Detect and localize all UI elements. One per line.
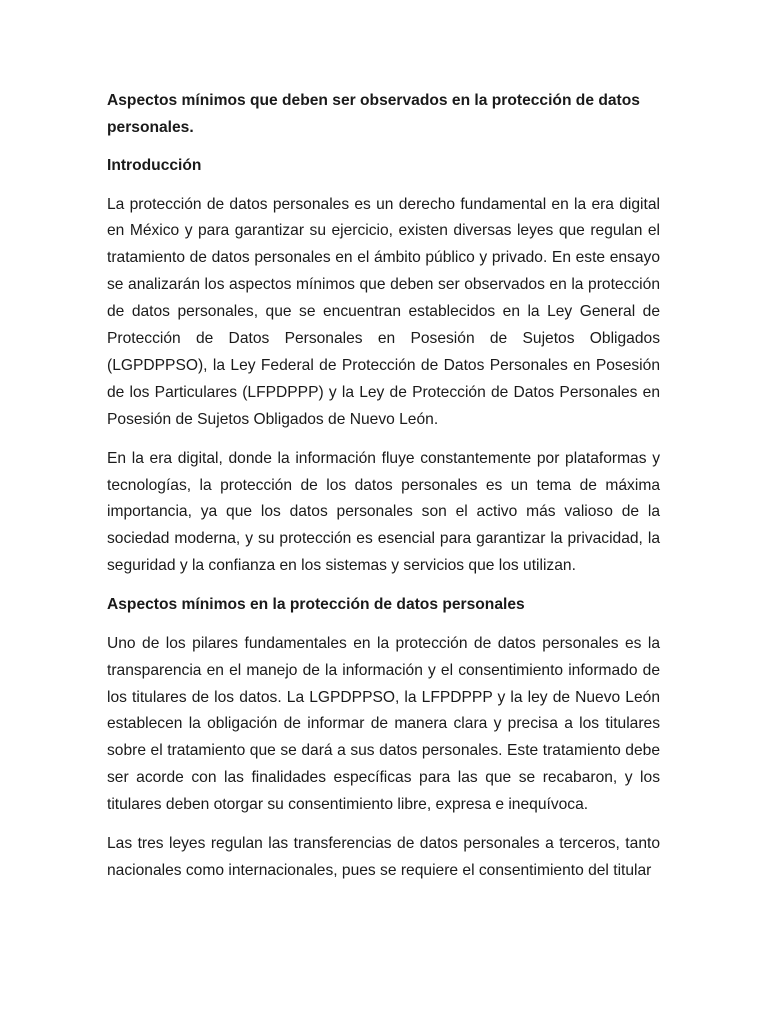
document-body [107, 88, 660, 897]
document-title: Aspectos mínimos que deben ser observados en la protección de datos personales. [107, 92, 640, 136]
intro-paragraph-1: La protección de datos personales es un derecho fundamental en la era digital en México y para garantizar su ejercicio, existen diversas leyes que regulan el tratamiento de datos personales en el ámbito público y privado. En este ensayo se analizarán los aspectos mínimos que deben ser observados en la protección de datos personales, que se encuentran establecidos en la Ley General de Protección de Datos Personales en Posesión de Sujetos Obligados (LGPDPPSO), la Ley Federal de Protección de Datos Personales en Posesión de los Particulares (LFPDPPP) y la Ley de Protección de Datos Personales en Posesión de Sujetos Obligados de Nuevo León. [107, 195, 660, 428]
section-heading: Aspectos mínimos en la protección de datos personales [107, 596, 525, 614]
section-paragraph-1: Uno de los pilares fundamentales en la protección de datos personales es la transparencia en el manejo de la información y el consentimiento informado de los titulares de los datos. La LGPDPPSO, la LFPDPPP y la ley de Nuevo León establecen la obligación de informar de manera clara y precisa a los titulares sobre el tratamiento que se dará a sus datos personales. Este tratamiento debe ser acorde con las finalidades específicas para las que se recabaron, y los titulares deben otorgar su consentimiento libre, expresa e inequívoca. [107, 634, 660, 814]
intro-heading: Introducción [107, 157, 202, 174]
intro-paragraph-2: En la era digital, donde la información fluye constantemente por plataformas y tecnologías, la protección de los datos personales es un tema de máxima importancia, ya que los datos personales son el activo más valioso de la sociedad moderna, y su protección es esencial para garantizar la privacidad, la seguridad y la confianza en los sistemas y servicios que los utilizan. [107, 449, 660, 575]
section-paragraph-2: Las tres leyes regulan las transferencias de datos personales a terceros, tanto nacionales como internacionales, pues se requiere el consentimiento del titular [107, 835, 660, 879]
